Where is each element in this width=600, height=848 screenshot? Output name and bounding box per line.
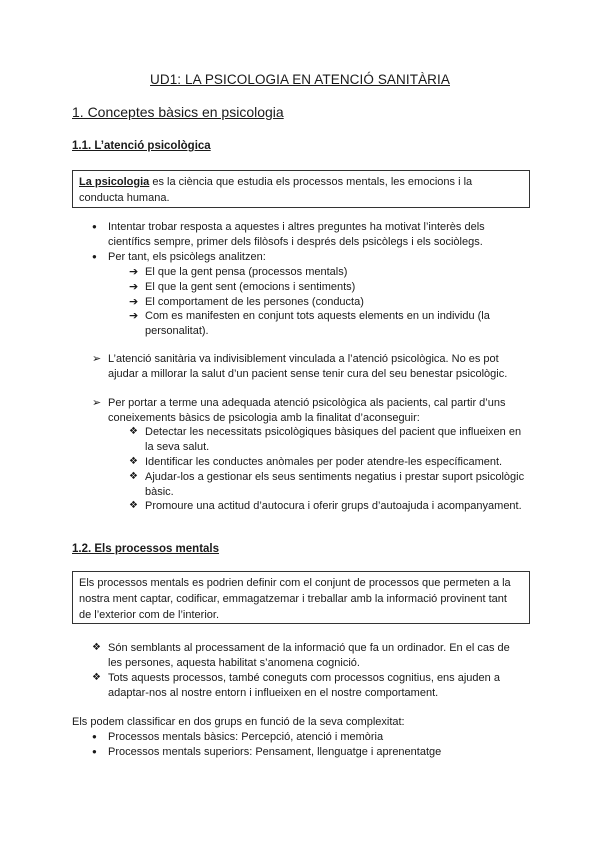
bullet-icon: ● [92, 732, 97, 741]
subsection-heading: 1.2. Els processos mentals [72, 543, 220, 555]
list-item-text: Per tant, els psicòlegs analitzen: [108, 251, 266, 263]
section-heading: 1. Conceptes bàsics en psicologia [72, 104, 284, 120]
list-item-text: Processos mentals bàsics: Percepció, atenció i memòria [108, 731, 384, 743]
list-item-text: El que la gent sent (emocions i sentiments) [145, 281, 356, 293]
paragraph: Els podem classificar en dos grups en funció de la seva complexitat: [72, 716, 405, 728]
list-item-text: ajudar a millorar la salut d’un pacient sense tenir cura del seu benestar psicològic. [108, 367, 508, 380]
definition-box [72, 170, 530, 208]
diamond-bullet-icon: ❖ [129, 500, 138, 511]
definition-text: es la ciència que estudia els processos mentals, les emocions i la [149, 176, 473, 188]
document-title: UD1: LA PSICOLOGIA EN ATENCIÓ SANITÀRIA [150, 72, 450, 87]
list-item-text: Com es manifesten en conjunt tots aquests elements en un individu (la [145, 310, 490, 322]
definition-term: La psicologia [79, 176, 150, 188]
list-item-text: Són semblants al processament de la informació que fa un ordinador. En el cas de [108, 642, 510, 654]
list-item-text: Processos mentals superiors: Pensament, llenguatge i aprenentatge [108, 746, 442, 758]
list-item-text: coneixements bàsics de psicologia amb la finalitat d’aconseguir: [108, 411, 420, 424]
list-item-text: Tots aquests processos, també coneguts com processos cognitius, ens ajuden a [108, 672, 500, 684]
bullet-icon: ● [92, 222, 97, 231]
bullet-icon: ● [92, 252, 97, 261]
diamond-bullet-icon: ❖ [129, 456, 138, 467]
diamond-bullet-icon: ❖ [92, 642, 101, 653]
list-item-text: la seva salut. [145, 440, 210, 453]
list-item-text: les persones, aquesta habilitat s’anomena cognició. [108, 656, 360, 669]
list-item-text: personalitat). [145, 324, 209, 337]
list-item-text: L’atenció sanitària va indivisiblement vinculada a l’atenció psicològica. No es pot [108, 353, 499, 365]
chevron-right-icon: ➢ [92, 397, 102, 409]
box-text: Els processos mentals es podrien definir com el conjunt de processos que permeten a la [79, 577, 511, 589]
list-item-text: El que la gent pensa (processos mentals) [145, 266, 348, 278]
definition-text-cont: conducta humana. [79, 192, 170, 204]
list-item-text: Detectar les necessitats psicològiques bàsiques del pacient que influeixen en [145, 426, 522, 438]
arrow-right-icon: ➔ [129, 296, 139, 308]
list-item-text: científics sempre, primer dels filòsofs i després dels psicòlegs i els sociòlegs. [108, 235, 483, 248]
list-item-text: Intentar trobar resposta a aquestes i altres preguntes ha motivat l’interès dels [108, 221, 485, 233]
arrow-right-icon: ➔ [129, 281, 139, 293]
list-item-text: Identificar les conductes anòmales per poder atendre-les específicament. [145, 456, 503, 468]
bullet-icon: ● [92, 747, 97, 756]
diamond-bullet-icon: ❖ [129, 471, 138, 482]
arrow-right-icon: ➔ [129, 310, 139, 322]
box-text: nostra ment captar, codificar, emmagatzemar i treballar amb la informació provinent tant [79, 593, 507, 605]
arrow-right-icon: ➔ [129, 266, 139, 278]
list-item-text: adaptar-nos al nostre entorn i influeixen en el nostre comportament. [108, 686, 439, 699]
list-item-text: El comportament de les persones (conducta) [145, 296, 364, 308]
diamond-bullet-icon: ❖ [129, 426, 138, 437]
subsection-heading: 1.1. L’atenció psicològica [72, 140, 211, 152]
list-item-text: bàsic. [145, 485, 174, 498]
list-item-text: Per portar a terme una adequada atenció psicològica als pacients, cal partir d’uns [108, 397, 506, 409]
list-item-text: Ajudar-los a gestionar els seus sentiments negatius i prestar suport psicològic [145, 471, 525, 483]
box-text: de l’exterior com de l’interior. [79, 609, 220, 621]
chevron-right-icon: ➢ [92, 353, 102, 365]
diamond-bullet-icon: ❖ [92, 672, 101, 683]
list-item-text: Promoure una actitud d’autocura i oferir grups d’autoajuda i acompanyament. [145, 500, 522, 512]
definition-box [72, 571, 530, 624]
